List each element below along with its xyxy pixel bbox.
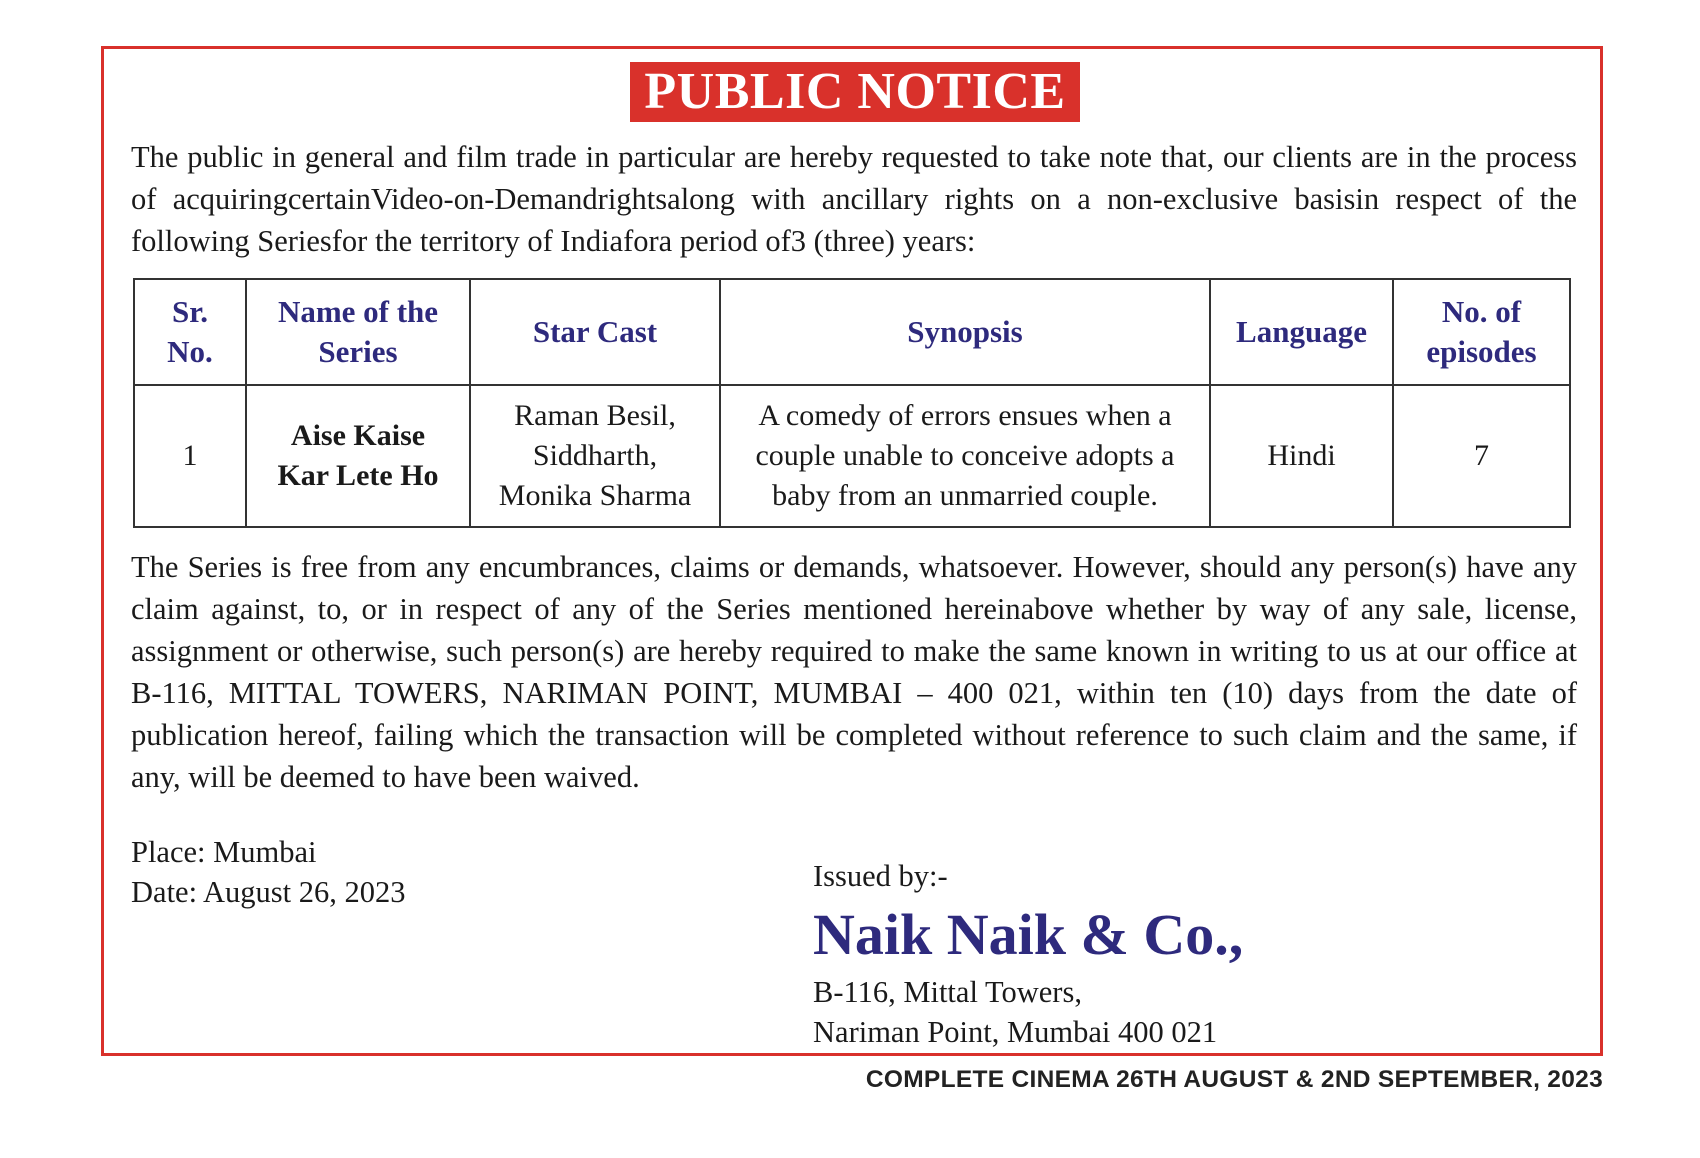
issuer-block [813, 856, 1243, 1052]
header-sr-no: Sr. No. [134, 279, 246, 385]
cell-star-cast: Raman Besil, Siddharth, Monika Sharma [470, 385, 720, 527]
body-paragraph: The Series is free from any encumbrances, claims or demands, whatsoever. However, should any person(s) have any claim against, to, or in respect of any of the Series mentioned hereinabove whether by way of any sale, license, assignment or otherwise, such person(s) are hereby required to make the same known in writing to us at our office at B-116, MITTAL TOWERS, NARIMAN POINT, MUMBAI – 400 021, within ten (10) days from the date of publication hereof, failing which the transaction will be completed without reference to such claim and the same, if any, will be deemed to have been waived. [131, 550, 1577, 794]
date-text: Date: August 26, 2023 [131, 875, 406, 909]
firm-address-line1: B-116, Mittal Towers, [813, 975, 1082, 1009]
header-star-cast: Star Cast [470, 279, 720, 385]
issued-by-label: Issued by:- [813, 859, 948, 893]
intro-paragraph: The public in general and film trade in particular are hereby requested to take note that, our clients are in the process of acquiringcertainVideo-on-Demandrightsalong with ancillary rights on a non-exclusive basisin respect of the following Seriesfor the territory of Indiafora period of3 (three) years: [131, 140, 1577, 258]
table-row [134, 385, 1570, 527]
firm-name: Naik Naik & Co., [813, 902, 1244, 967]
cell-series-name: Aise Kaise Kar Lete Ho [246, 385, 470, 527]
header-series-name: Name of the Series [246, 279, 470, 385]
table-header-row [134, 279, 1570, 385]
cell-synopsis: A comedy of errors ensues when a couple unable to conceive adopts a baby from an unmarried couple. [720, 385, 1210, 527]
place-date-block [131, 832, 406, 912]
cell-language: Hindi [1210, 385, 1393, 527]
header-synopsis: Synopsis [720, 279, 1210, 385]
header-language: Language [1210, 279, 1393, 385]
series-table [133, 278, 1571, 528]
publication-footer: COMPLETE CINEMA 26TH AUGUST & 2ND SEPTEMBER, 2023 [865, 1066, 1603, 1093]
place-text: Place: Mumbai [131, 835, 317, 869]
cell-episodes: 7 [1393, 385, 1570, 527]
firm-address-line2: Nariman Point, Mumbai 400 021 [813, 1015, 1218, 1049]
notice-title: PUBLIC NOTICE [630, 62, 1080, 122]
header-episodes: No. of episodes [1393, 279, 1570, 385]
cell-sr-no: 1 [134, 385, 246, 527]
